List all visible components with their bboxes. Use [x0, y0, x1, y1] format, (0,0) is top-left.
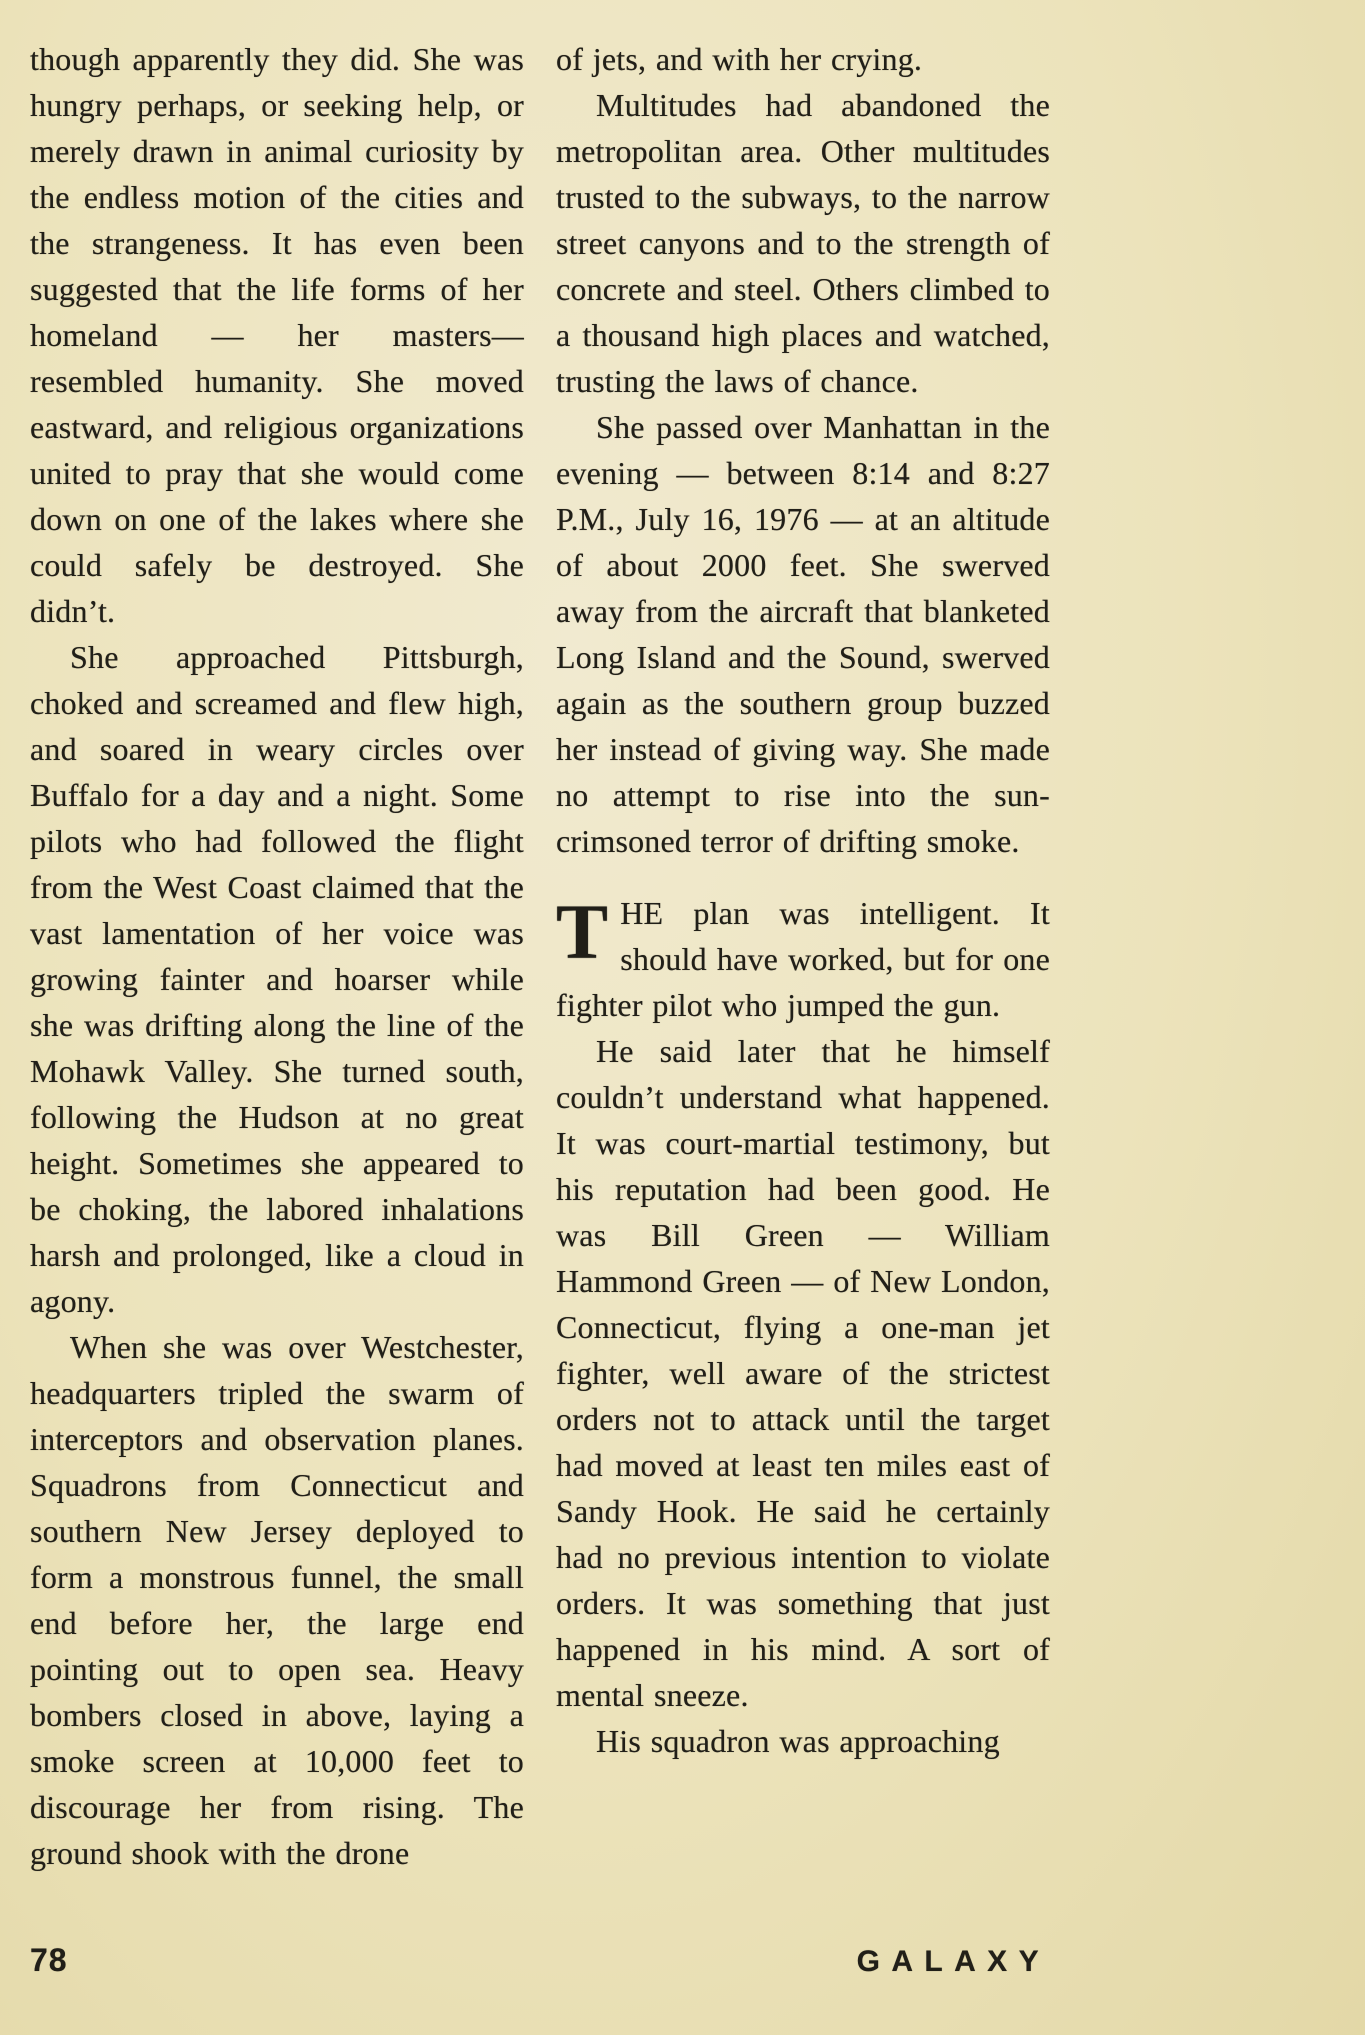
left-column — [30, 36, 524, 1876]
paragraph: of jets, and with her crying. — [556, 41, 923, 77]
drop-cap: T — [556, 888, 609, 975]
paragraph: His squadron was approaching — [596, 1723, 1000, 1759]
paragraph: He said later that he himself couldn’t understand what happened. It was court-martial testimony, but his reputation had been good. He was Bill Green — William Hammond Green — of New London, Connecticut, flying a one-man jet fighter, well aware of the strictest orders not to attack until the target had moved at least ten miles east of Sandy Hook. He said he certainly had no previous intention to violate orders. It was something that just happened in his mind. A sort of mental sneeze. — [556, 1033, 1050, 1713]
magazine-name: GALAXY — [856, 1945, 1050, 1978]
page-footer — [30, 1942, 1050, 1979]
text-columns — [30, 36, 1365, 1876]
paragraph-section-start — [556, 890, 1050, 1028]
paragraph: When she was over Westchester, headquarters tripled the swarm of interceptors and observation planes. Squadrons from Connecticut and southern New Jersey deployed to form a monstrous funnel, the small end before her, the large end pointing out to open sea. Heavy bombers closed in above, laying a smoke screen at 10,000 feet to discourage her from rising. The ground shook with the drone — [30, 1329, 524, 1871]
paragraph: Multitudes had abandoned the metropolitan area. Other multitudes trusted to the subways, to the narrow street canyons and to the strength of concrete and steel. Others climbed to a thousand high places and watched, trusting the laws of chance. — [556, 87, 1050, 399]
paragraph: She passed over Manhattan in the evening — between 8:14 and 8:27 P.M., July 16, 1976 — at an altitude of about 2000 feet. She swerved away from the aircraft that blanketed Long Island and the Sound, swerved again as the southern group buzzed her instead of giving way. She made no attempt to rise into the sun-crimsoned terror of drifting smoke. — [556, 409, 1050, 859]
paragraph: She approached Pittsburgh, choked and screamed and flew high, and soared in weary circles over Buffalo for a day and a night. Some pilots who had followed the flight from the West Coast claimed that the vast lamentation of her voice was growing fainter and hoarser while she was drifting along the line of the Mohawk Valley. She turned south, following the Hudson at no great height. Sometimes she appeared to be choking, the labored inhalations harsh and prolonged, like a cloud in agony. — [30, 639, 524, 1319]
paragraph-text: HE plan was intelligent. It should have worked, but for one fighter pilot who jumped the gun. — [556, 895, 1050, 1023]
page-number: 78 — [30, 1942, 68, 1978]
right-column — [556, 36, 1050, 1876]
paragraph: though apparently they did. She was hungry perhaps, or seeking help, or merely drawn in animal curiosity by the endless motion of the cities and the strangeness. It has even been suggested that the life forms of her homeland — her masters—resembled humanity. She moved eastward, and religious organizations united to pray that she would come down on one of the lakes where she could safely be destroyed. She didn’t. — [30, 41, 524, 629]
